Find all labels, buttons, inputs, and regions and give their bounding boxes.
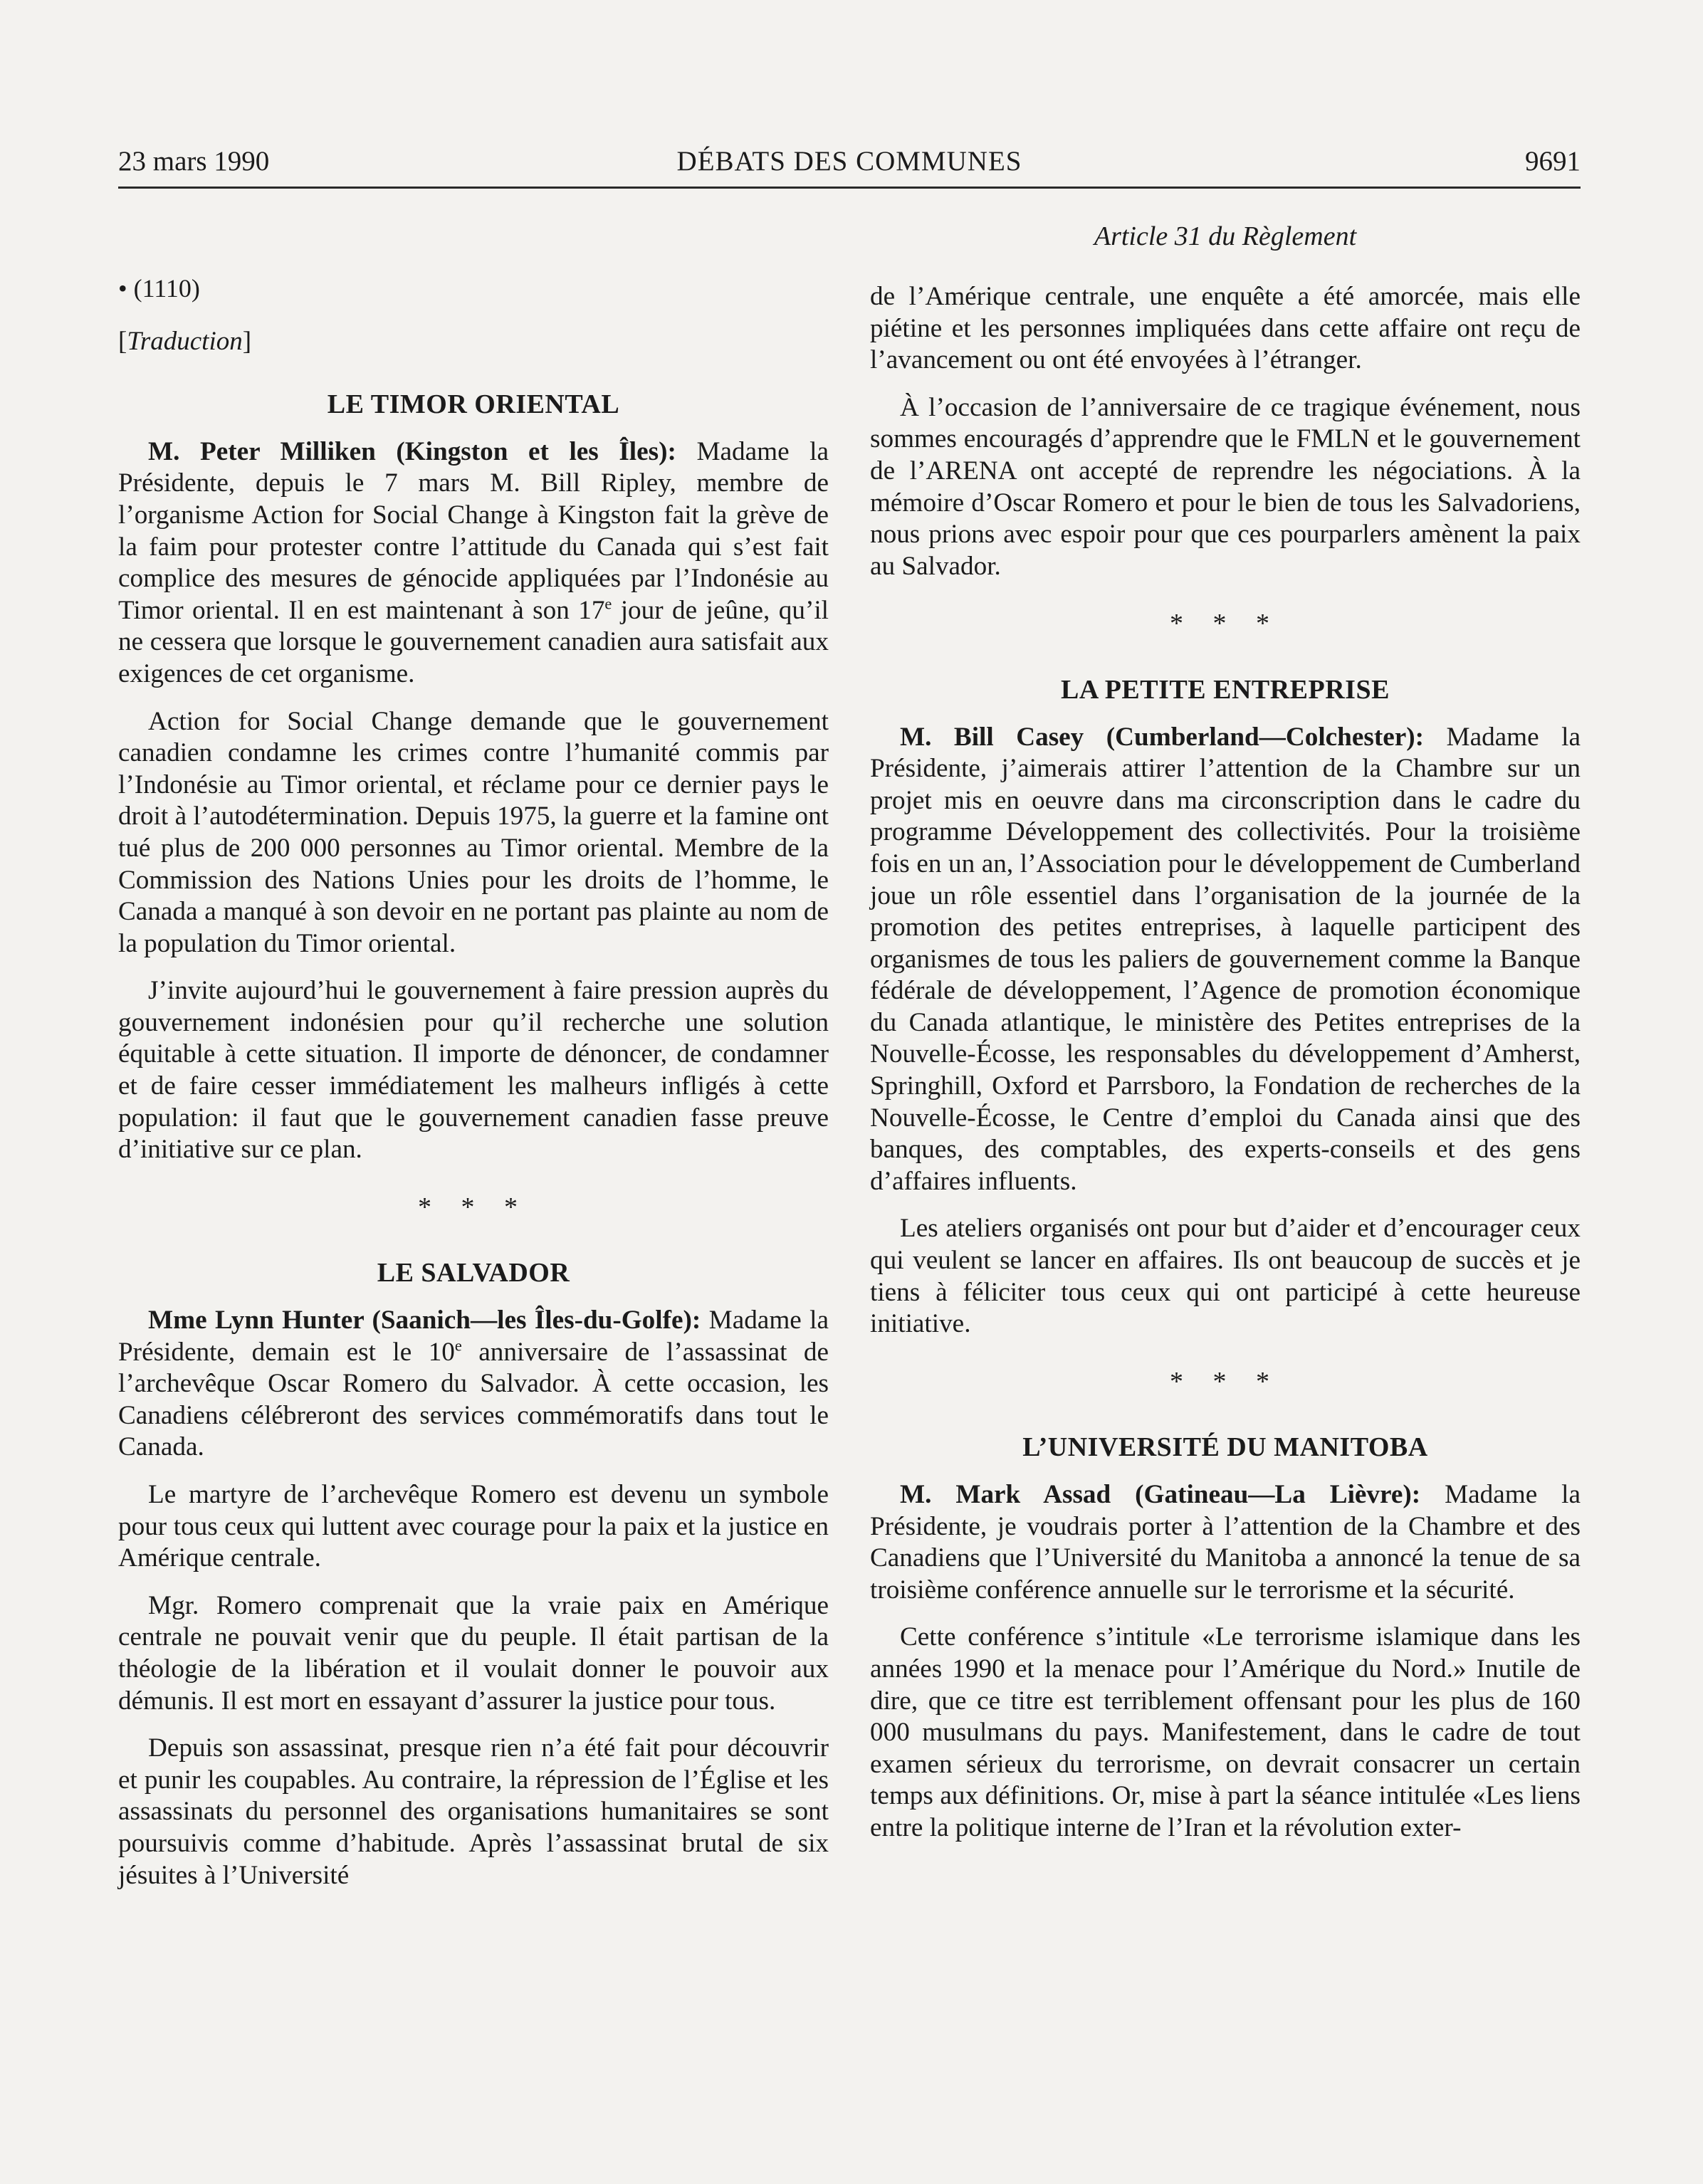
- paragraph: Depuis son assassinat, presque rien n’a été fait pour découvrir et punir les coupables. Au contraire, la répression de l’Église et les assassinats du personnel des organisations humanitaires se sont poursuivis comme d’habitude. Après l’assassinat brutal de six jésuites à l’Université: [118, 1733, 829, 1890]
- paragraph: Action for Social Change demande que le gouvernement canadien condamne les crimes contre l’humanité commis par l’Indonésie au Timor oriental, et réclame pour ce dernier pays le droit à l’autodétermination. Depuis 1975, la guerre et la famine ont tué plus de 200 000 personnes au Timor oriental. Membre de la Commission des Nations Unies pour les droits de l’homme, le Canada a manqué à son devoir en ne portant pas plainte au nom de la population du Timor oriental.: [118, 706, 829, 958]
- paragraph: Les ateliers organisés ont pour but d’aider et d’encourager ceux qui veulent se lancer en affaires. Ils ont beaucoup de succès et je tiens à féliciter tous ceux qui ont participé à cette heureuse initiative.: [870, 1214, 1581, 1339]
- section-heading-universite-manitoba: L’UNIVERSITÉ DU MANITOBA: [1022, 1432, 1428, 1463]
- section-separator: * * *: [1170, 609, 1281, 639]
- time-marker: • (1110): [118, 274, 200, 303]
- paragraph: Le martyre de l’archevêque Romero est devenu un symbole pour tous ceux qui luttent avec courage pour la paix et la justice en Amérique centrale.: [118, 1480, 829, 1573]
- paragraph: À l’occasion de l’anniversaire de ce tragique événement, nous sommes encouragés d’apprendre que le FMLN et le gouvernement de l’ARENA ont accepté de reprendre les négociations. À la mémoire d’Oscar Romero et pour le bien de tous les Salvadoriens, nous prions avec espoir pour que ces pourparlers amènent la paix au Salvador.: [870, 392, 1581, 581]
- speaker-name: M. Bill Casey (Cumberland—Colchester):: [900, 722, 1424, 752]
- section-heading-petite-entreprise: LA PETITE ENTREPRISE: [1061, 674, 1390, 705]
- speaker-name: Mme Lynn Hunter (Saanich—les Îles-du-Golfe):: [148, 1306, 701, 1335]
- paragraph-text: Madame la Présidente, j’aimerais attirer l’attention de la Chambre sur un projet mis en oeuvre dans ma circonscription dans le cadre du programme Développement des collectivités. Pour la troisième fois en un an, l’Association pour le développement de Cumberland joue un rôle essentiel dans l’organisation de la journée de la promotion des petites entreprises, à laquelle participent des organismes de tous les paliers de gouvernement comme la Banque fédérale de développement, l’Agence de promotion économique du Canada atlantique, le ministère des Petites entreprises de la Nouvelle-Écosse, les responsables du développement d’Amherst, Springhill, Oxford et Parrsboro, la Fondation de recherches de la Nouvelle-Écosse, le Centre d’emploi du Canada ainsi que des banques, des comptables, des experts-conseils et des gens d’affaires influents.: [870, 722, 1581, 1196]
- paragraph: [870, 722, 1581, 1198]
- running-subhead: Article 31 du Règlement: [1094, 221, 1357, 251]
- paragraph: Mgr. Romero comprenait que la vraie paix en Amérique centrale ne pouvait venir que du peuple. Il était partisan de la théologie de la libération et il voulait donner le pouvoir aux démunis. Il est mort en essayant d’assurer la justice pour tous.: [118, 1590, 829, 1716]
- section-heading-timor: LE TIMOR ORIENTAL: [327, 389, 620, 420]
- paragraph-text: jour de jeûne, qu’il ne cessera que lorsque le gouvernement canadien aura satisfait aux exigences de cet organisme.: [118, 595, 829, 688]
- header-date: 23 mars 1990: [118, 146, 270, 177]
- right-column: [870, 281, 1581, 1860]
- header-page-number: 9691: [1525, 146, 1581, 177]
- superscript: e: [454, 1336, 462, 1355]
- paragraph-text: anniversaire de l’assassinat de l’archevêque Oscar Romero du Salvador. À cette occasion, les Canadiens célébreront des services commémoratifs dans tout le Canada.: [118, 1337, 829, 1462]
- header-title: DÉBATS DES COMMUNES: [676, 146, 1022, 177]
- left-column: [118, 273, 829, 1907]
- paragraph: [870, 1479, 1581, 1606]
- paragraph-text: Madame la Présidente, je voudrais porter à l’attention de la Chambre et des Canadiens que l’Université du Manitoba a annoncé la tenue de sa troisième conférence annuelle sur le terrorisme et la sécurité.: [870, 1480, 1581, 1605]
- paragraph-continuation: de l’Amérique centrale, une enquête a été amorcée, mais elle piétine et les personnes impliquées dans cette affaire ont reçu de l’avancement ou ont été envoyées à l’étranger.: [870, 282, 1581, 375]
- speaker-name: M. Mark Assad (Gatineau—La Lièvre):: [900, 1480, 1421, 1509]
- translation-note: [Traduction]: [118, 326, 252, 356]
- superscript: e: [604, 594, 612, 613]
- section-separator: * * *: [418, 1192, 529, 1222]
- paragraph: [118, 436, 829, 691]
- section-separator: * * *: [1170, 1366, 1281, 1397]
- paragraph: Cette conférence s’intitule «Le terrorisme islamique dans les années 1990 et la menace pour l’Amérique du Nord.» Inutile de dire, que ce titre est terriblement offensant pour les plus de 160 000 musulmans du pays. Manifestement, dans le cadre de tout examen sérieux du terrorisme, on devrait consacrer un certain temps aux définitions. Or, mise à part la séance intitulée «Les liens entre la politique interne de l’Iran et la révolution exter-: [870, 1622, 1581, 1842]
- translation-note-text: Traduction: [127, 326, 243, 356]
- speaker-name: M. Peter Milliken (Kingston et les Îles):: [148, 436, 676, 466]
- paragraph: [118, 1305, 829, 1464]
- page-header: [118, 145, 1581, 189]
- section-heading-salvador: LE SALVADOR: [377, 1258, 570, 1288]
- paragraph: J’invite aujourd’hui le gouvernement à faire pression auprès du gouvernement indonésien pour qu’il recherche une solution équitable à cette situation. Il importe de dénoncer, de condamner et de faire cesser immédiatement les malheurs infligés à cette population: il faut que le gouvernement canadien fasse preuve d’initiative sur ce plan.: [118, 976, 829, 1165]
- paragraph-text: Madame la Présidente, demain est le 10: [118, 1306, 829, 1367]
- paragraph-text: Madame la Présidente, depuis le 7 mars M. Bill Ripley, membre de l’organisme Action for Social Change à Kingston fait la grève de la faim pour protester contre l’attitude du Canada qui s’est fait complice des mesures de génocide appliquées par l’Indonésie au Timor oriental. Il en est maintenant à son 17: [118, 436, 829, 625]
